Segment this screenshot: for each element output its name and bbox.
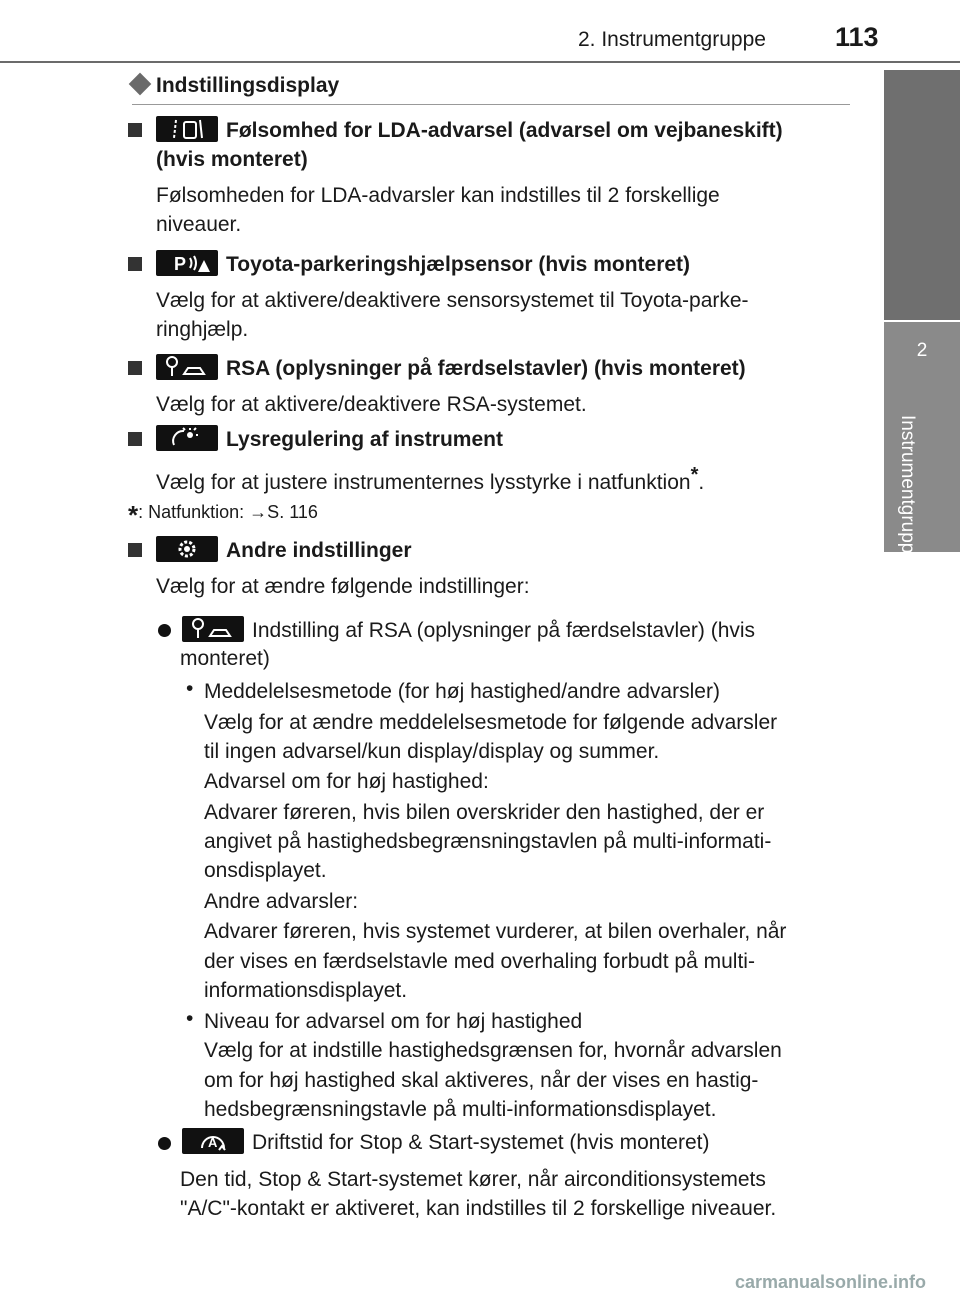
road-sign-car-icon [182,616,244,642]
square-bullet-icon [128,543,142,557]
svg-text:A: A [208,1135,218,1151]
side-tab-number: 2 [916,340,928,361]
side-tab-upper [884,70,960,320]
b2-line: Vælg for at indstille hastighedsgrænsen for, hvornår advarslen [204,1039,782,1062]
brightness-icon [156,425,218,451]
square-bullet-icon [128,257,142,271]
b2-line: hedsbegrænsningstavle på multi-informationsdisplayet. [204,1098,717,1121]
footnote: *: Natfunktion: →S. 116 [128,500,318,530]
b1-line: til ingen advarsel/kun display/display og summer. [204,740,660,763]
item-rsa-body: Vælg for at aktivere/deaktivere RSA-systemet. [156,393,587,416]
b1-line: informationsdisplayet. [204,979,408,1002]
notification-method-title: Meddelelsesmetode (for høj hastighed/andre advarsler) [204,680,720,703]
speed-warning-level-title: Niveau for advarsel om for høj hastighed [204,1010,583,1033]
svg-text:P: P [174,254,187,275]
item-brightness-title: Lysregulering af instrument [156,425,844,454]
square-bullet-icon [128,432,142,446]
b1-line: Advarsel om for høj hastighed: [204,770,489,793]
chapter-title: 2. Instrumentgruppe [578,28,766,51]
side-tab-label: Instrumentgruppe [897,415,918,564]
item-other-title: Andre indstillinger [156,536,844,565]
section-divider [132,104,850,105]
road-sign-car-icon [156,354,218,380]
b1-line: onsdisplayet. [204,859,327,882]
item-brightness-body: Vælg for at justere instrumenternes lysstyrke i natfunktion*. [156,464,705,494]
watermark[interactable]: carmanualsonline.info [735,1272,927,1292]
page-number: 113 [835,22,879,52]
stopstart-body-2: "A/C"-kontakt er aktiveret, kan indstilles til 2 forskellige niveauer. [180,1197,777,1220]
rsa-setting-title-cont: monteret) [180,647,270,670]
bullet-glyph: • [186,1007,194,1030]
parking-sensor-icon [156,250,218,276]
b1-line: Vælg for at ændre meddelelsesmetode for følgende advarsler [204,711,778,734]
item-lda-title: Følsomhed for LDA-advarsel (advarsel om vejbaneskift) [156,116,844,145]
b1-line: Advarer føreren, hvis systemet vurderer, at bilen overhaler, når [204,920,787,943]
item-parking-body-1: Vælg for at aktivere/deaktivere sensorsystemet til Toyota-parke- [156,289,749,312]
item-lda-body-2: niveauer. [156,213,242,236]
stop-start-icon [182,1128,244,1154]
b1-line: Andre advarsler: [204,890,359,913]
item-parking-body-2: ringhjælp. [156,318,249,341]
item-other-body: Vælg for at ændre følgende indstillinger: [156,575,530,598]
b1-line: Advarer føreren, hvis bilen overskrider den hastighed, der er [204,801,765,824]
item-rsa-title: RSA (oplysninger på færdselstavler) (hvis monteret) [156,354,844,383]
circle-bullet-icon [158,1137,171,1150]
footnote-mark: * [690,464,699,486]
b2-line: om for høj hastighed skal aktiveres, når der vises en hastig- [204,1069,759,1092]
header-divider [0,61,960,63]
section-title: Indstillingsdisplay [156,74,340,97]
square-bullet-icon [128,361,142,375]
b1-line: angivet på hastighedsbegrænsningstavlen på multi-informati- [204,830,772,853]
diamond-bullet-icon [129,73,152,96]
stopstart-title: A Driftstid for Stop & Start-systemet (hvis monteret) [182,1128,709,1157]
rsa-setting-title: Indstilling af RSA (oplysninger på færdselstavler) (hvis [182,616,844,645]
stopstart-body-1: Den tid, Stop & Start-systemet kører, når airconditionsystemets [180,1168,766,1191]
item-lda-body-1: Følsomheden for LDA-advarsler kan indstilles til 2 forskellige [156,184,720,207]
circle-bullet-icon [158,624,171,637]
item-parking-title: P Toyota-parkeringshjælpsensor (hvis monteret) [156,250,844,279]
square-bullet-icon [128,123,142,137]
b1-line: der vises en færdselstavle med overhaling forbudt på multi- [204,950,755,973]
lda-sensitivity-icon [156,116,218,142]
item-lda-title-cont: (hvis monteret) [156,148,308,171]
bullet-glyph: • [186,677,194,700]
gear-icon [156,536,218,562]
